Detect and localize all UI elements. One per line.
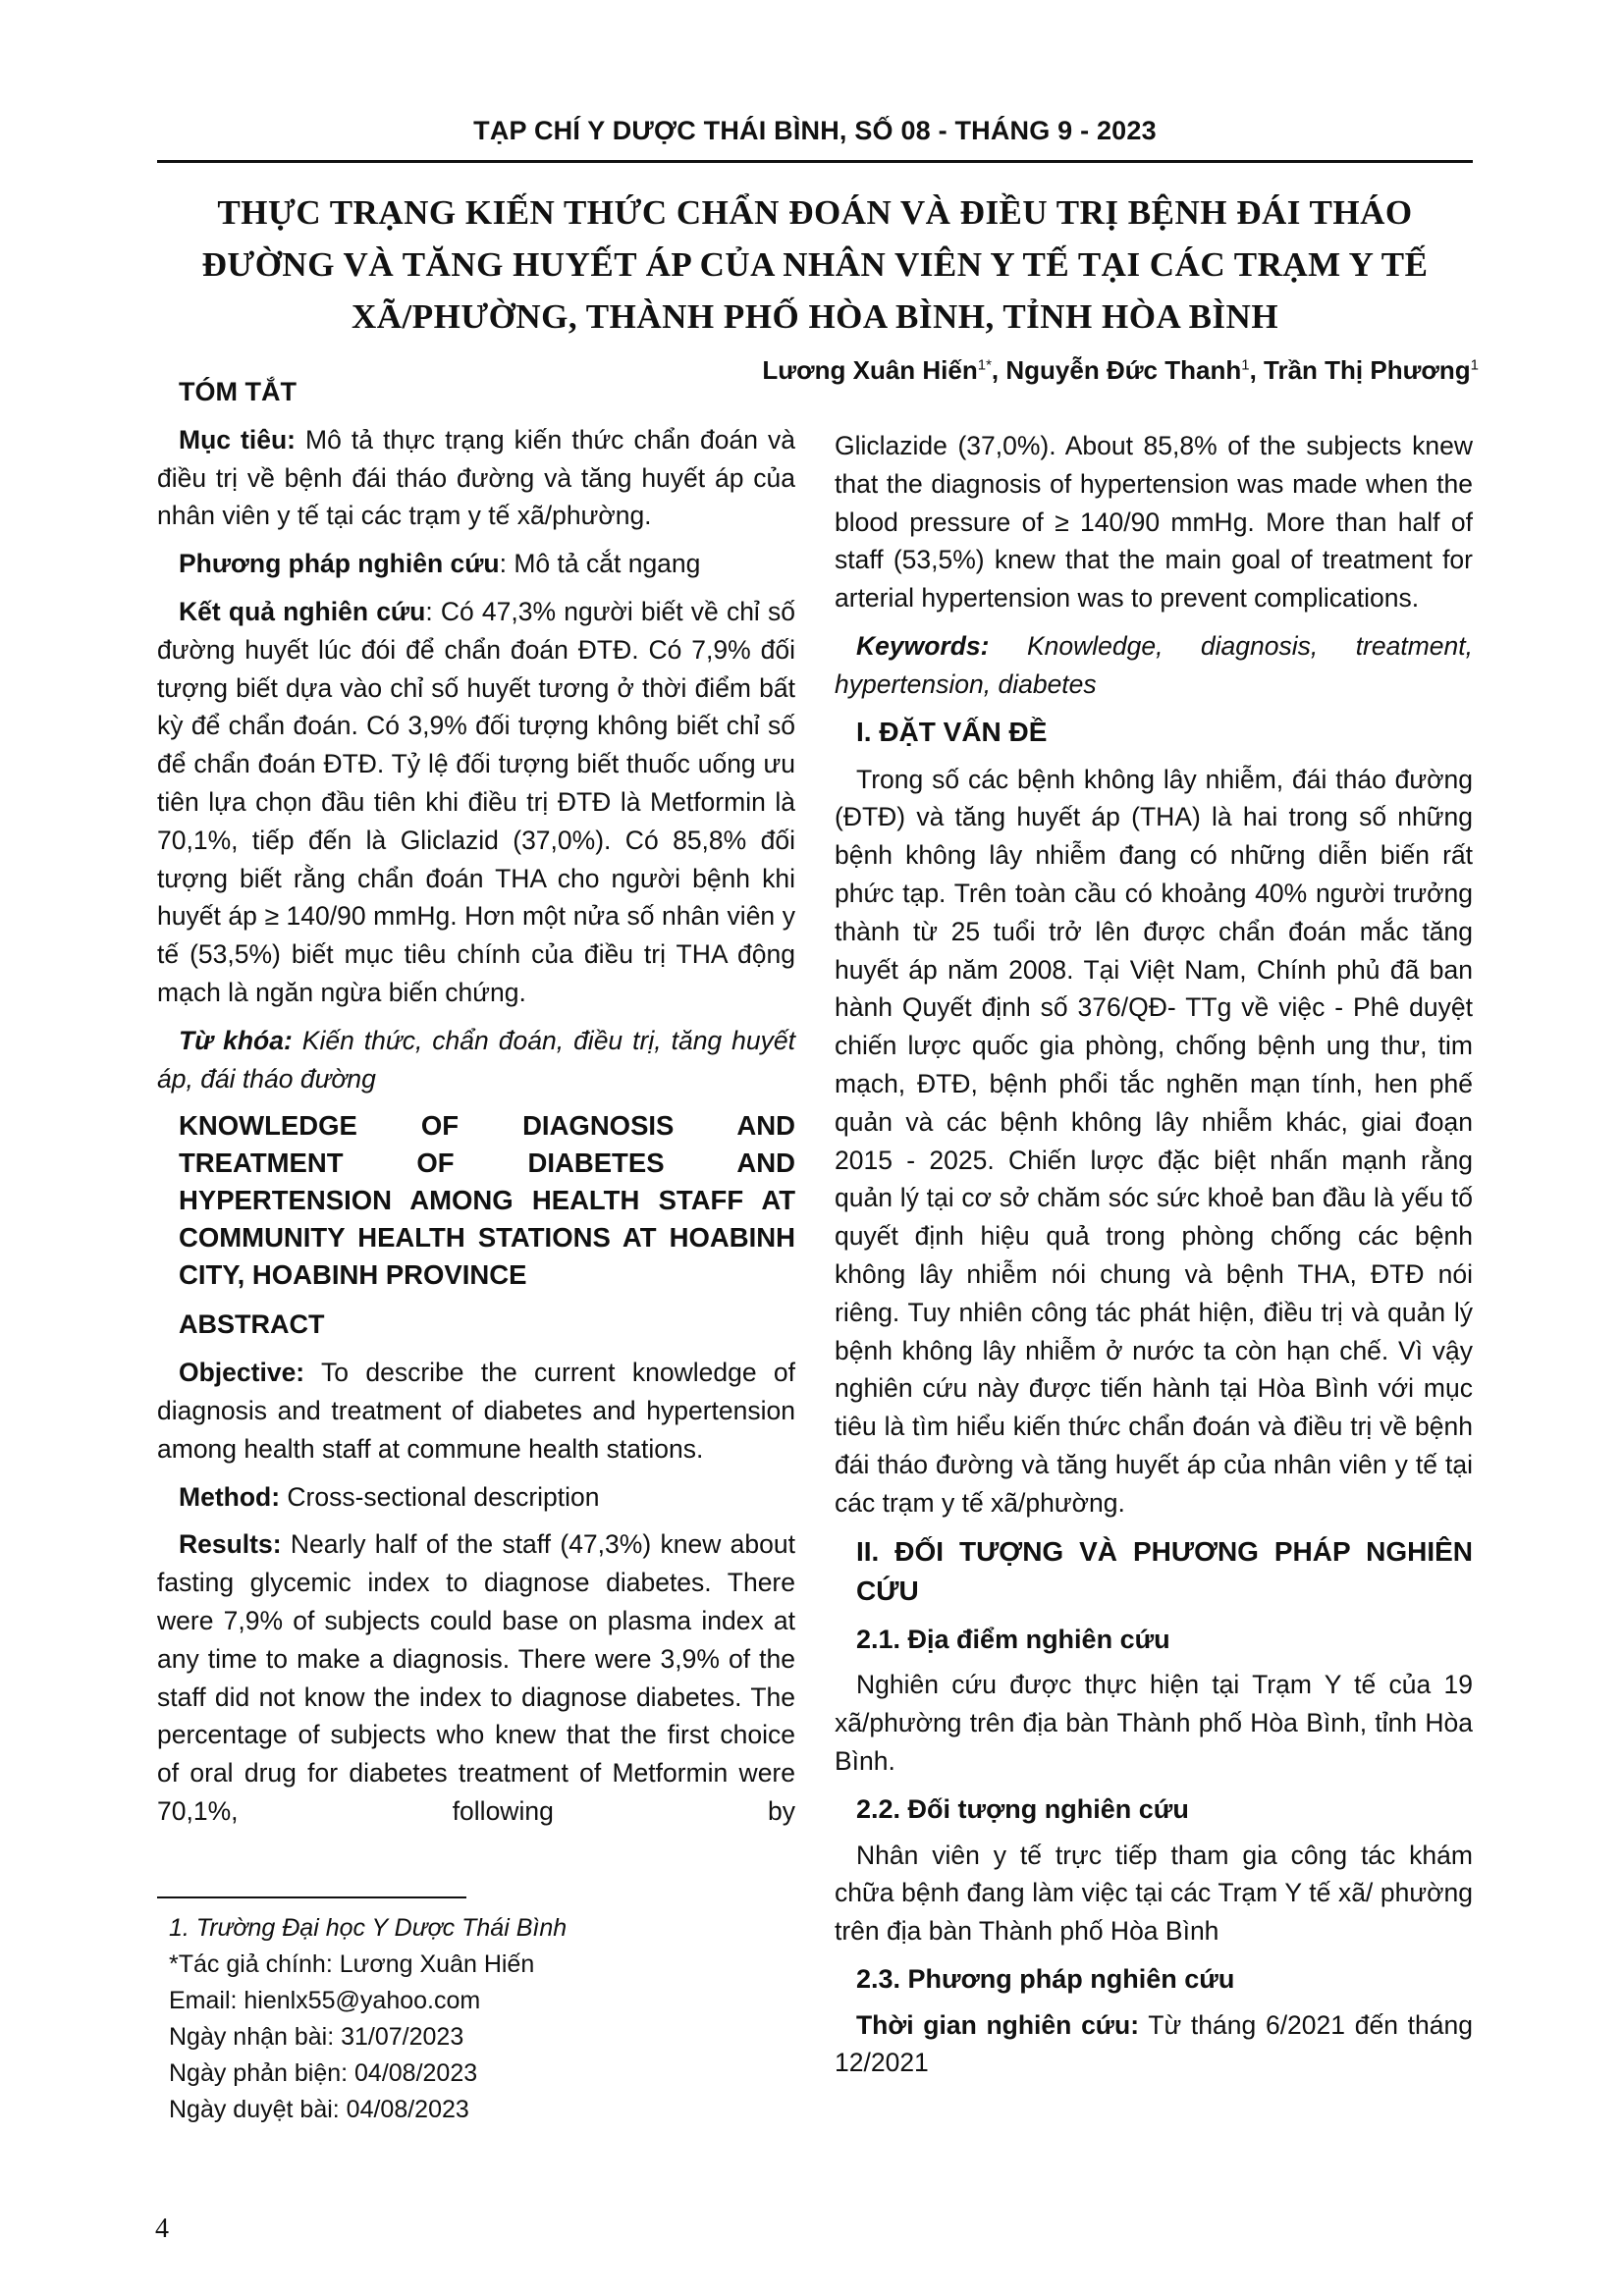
author-affiliation-mark: 1 [1470,356,1479,374]
vi-objective-paragraph [157,421,795,535]
article-title: THỰC TRẠNG KIẾN THỨC CHẨN ĐOÁN VÀ ĐIỀU TRỊ BỆNH ĐÁI THÁO ĐƯỜNG VÀ TĂNG HUYẾT ÁP CỦA NHÂN VIÊN Y TẾ TẠI CÁC TRẠM Y TẾ XÃ/PHƯỜNG, THÀNH PHỐ HÒA BÌNH, TỈNH HÒA BÌNH [201,193,1429,336]
footnote-review-date: Ngày phản biện: 04/08/2023 [169,2059,478,2087]
left-column [157,363,795,1841]
en-results-label: Results: [179,1529,282,1560]
author-list: Lương Xuân Hiến$^{1*}$, Nguyễn Đức Thanh$^1$, Trần Thị Phương$^1$ [762,355,1479,385]
en-objective-paragraph [157,1354,795,1468]
footnote-affiliation: 1. Trường Đại học Y Dược Thái Bình [169,1914,568,1942]
section-2-1-paragraph: Nghiên cứu được thực hiện tại Trạm Y tế của 19 xã/phường trên địa bàn Thành phố Hòa Bình, tỉnh Hòa Bình. [835,1670,1473,1776]
vi-abstract-heading: TÓM TẮT [179,377,297,406]
vi-keywords-text: Kiến thức, chẩn đoán, điều trị, tăng huyết áp, đái tháo đường [157,1025,795,1094]
section-2-3-heading: 2.3. Phương pháp nghiên cứu [856,1963,1235,1994]
footnotes [169,1910,567,2128]
author-name: Lương Xuân Hiến [762,355,978,385]
vi-results-text: : Có 47,3% người biết về chỉ số đường huyết lúc đói để chẩn đoán ĐTĐ. Có 7,9% đối tượng biết dựa vào chỉ số huyết tương ở thời điểm bất kỳ để chẩn đoán. Có 3,9% đối tượng không biết chỉ số để chẩn đoán ĐTĐ. Tỷ lệ đối tượng biết thuốc uống ưu tiên lựa chọn đầu tiên khi điều trị ĐTĐ là Metformin là 70,1%, tiếp đến là Gliclazid (37,0%). Có 85,8% đối tượng biết rằng chẩn đoán THA cho người bệnh khi huyết áp ≥ 140/90 mmHg. Hơn một nửa số nhân viên y tế (53,5%) biết mục tiêu chính của điều trị THA động mạch là ngăn ngừa biến chứng. [157,596,795,1007]
footnote-corresponding-author: *Tác giả chính: Lương Xuân Hiến [169,1950,535,1978]
en-keywords-label: Keywords: [856,630,990,661]
section-1-paragraph: Trong số các bệnh không lây nhiễm, đái tháo đường (ĐTĐ) và tăng huyết áp (THA) là hai trong số những bệnh không lây nhiễm đang có những diễn biến rất phức tạp. Trên toàn cầu có khoảng 40% người trưởng thành từ 25 tuổi trở lên được chẩn đoán mắc tăng huyết áp năm 2008. Tại Việt Nam, Chính phủ đã ban hành Quyết định số 376/QĐ- TTg về việc - Phê duyệt chiến lược quốc gia phòng, chống bệnh ung thư, tim mạch, ĐTĐ, bệnh phổi tắc nghẽn mạn tính, hen phế quản và các bệnh không lây nhiễm khác, giai đoạn 2015 - 2025. Chiến lược đặc biệt nhấn mạnh rằng quản lý tại cơ sở chăm sóc sức khoẻ ban đầu là yếu tố quyết định hiệu quả trong phòng chống các bệnh không lây nhiễm nói chung và bệnh THA, ĐTĐ nói riêng. Tuy nhiên công tác phát hiện, điều trị và quản lý bệnh không lây nhiễm ở nước ta còn hạn chế. Vì vậy nghiên cứu này được tiến hành tại Hòa Bình với mục tiêu là tìm hiểu kiến thức chẩn đoán và điều trị về bệnh đái tháo đường và tăng huyết áp của nhân viên y tế tại các trạm y tế xã/phường. [835,764,1473,1518]
en-objective-label: Objective: [179,1358,305,1388]
study-time-text: Từ tháng 6/2021 đến tháng 12/2021 [835,2009,1473,2078]
en-objective-text: To describe the current knowledge of diagnosis and treatment of diabetes and hypertension among health staff at commune health stations. [157,1358,795,1464]
en-method-label: Method: [179,1481,281,1512]
section-2-3-paragraph [835,2006,1473,2083]
footnote-email: Email: hienlx55@yahoo.com [169,1987,481,2014]
author-name: Trần Thị Phương [1264,355,1471,385]
english-title: KNOWLEDGE OF DIAGNOSIS AND TREATMENT OF DIABETES AND HYPERTENSION AMONG HEALTH STAFF AT COMMUNITY HEALTH STATIONS AT HOABINH CITY, HOABINH PROVINCE [179,1110,795,1291]
en-abstract-heading: ABSTRACT [179,1309,325,1340]
en-results-continued: Gliclazide (37,0%). About 85,8% of the subjects knew that the diagnosis of hypertension was made when the blood pressure of ≥ 140/90 mmHg. More than half of staff (53,5%) knew that the main goal of treatment for arterial hypertension was to prevent complications. [835,431,1473,614]
section-2-1-heading: 2.1. Địa điểm nghiên cứu [856,1624,1170,1654]
author-name: Nguyễn Đức Thanh [1005,355,1242,385]
vi-method-paragraph [157,545,795,583]
footnote-divider [157,1896,466,1898]
vi-results-paragraph [157,593,795,1012]
right-column [835,427,1473,2092]
en-method-text: Cross-sectional description [280,1481,600,1512]
en-keywords-text: Knowledge, diagnosis, treatment, hypertension, diabetes [835,630,1473,699]
page-number: 4 [155,2214,169,2244]
en-method-paragraph [157,1478,795,1517]
vi-method-text: : Mô tả cắt ngang [499,549,701,579]
vi-keywords-label: Từ khóa: [179,1025,293,1055]
section-2-2-paragraph: Nhân viên y tế trực tiếp tham gia công tác khám chữa bệnh đang làm việc tại các Trạm Y tế xã/ phường trên địa bàn Thành phố Hòa Bình [835,1840,1473,1947]
vi-keywords-paragraph [157,1022,795,1098]
footnote-accepted-date: Ngày duyệt bài: 04/08/2023 [169,2096,469,2123]
en-keywords-paragraph [835,627,1473,704]
section-1-heading: I. ĐẶT VẤN ĐỀ [856,716,1048,747]
en-results-text: Nearly half of the staff (47,3%) knew about fasting glycemic index to diagnose diabetes. There were 7,9% of subjects could base on plasma index at any time to make a diagnosis. There were 3,9% of the staff did not know the index to diagnose diabetes. The percentage of subjects who knew that the first choice of oral drug for diabetes treatment of Metformin were 70,1%, following by [157,1529,795,1826]
vi-results-label: Kết quả nghiên cứu [179,596,426,626]
vi-objective-text: Mô tả thực trạng kiến thức chẩn đoán và điều trị về bệnh đái tháo đường và tăng huyết áp của nhân viên y tế tại các trạm y tế xã/phường. [157,424,795,531]
footnote-received-date: Ngày nhận bài: 31/07/2023 [169,2023,464,2051]
section-2-heading: II. ĐỐI TƯỢNG VÀ PHƯƠNG PHÁP NGHIÊN CỨU [856,1535,1473,1606]
study-time-label: Thời gian nghiên cứu: [856,2009,1140,2040]
en-results-paragraph [157,1525,795,1830]
journal-header: TẠP CHÍ Y DƯỢC THÁI BÌNH, SỐ 08 - THÁNG 9 - 2023 [473,116,1157,145]
vi-method-label: Phương pháp nghiên cứu [179,549,500,579]
author-affiliation-mark: 1* [977,356,992,374]
vi-objective-label: Mục tiêu: [179,424,296,454]
author-affiliation-mark: 1 [1241,356,1250,374]
header-divider [157,160,1473,163]
section-2-2-heading: 2.2. Đối tượng nghiên cứu [856,1793,1189,1824]
